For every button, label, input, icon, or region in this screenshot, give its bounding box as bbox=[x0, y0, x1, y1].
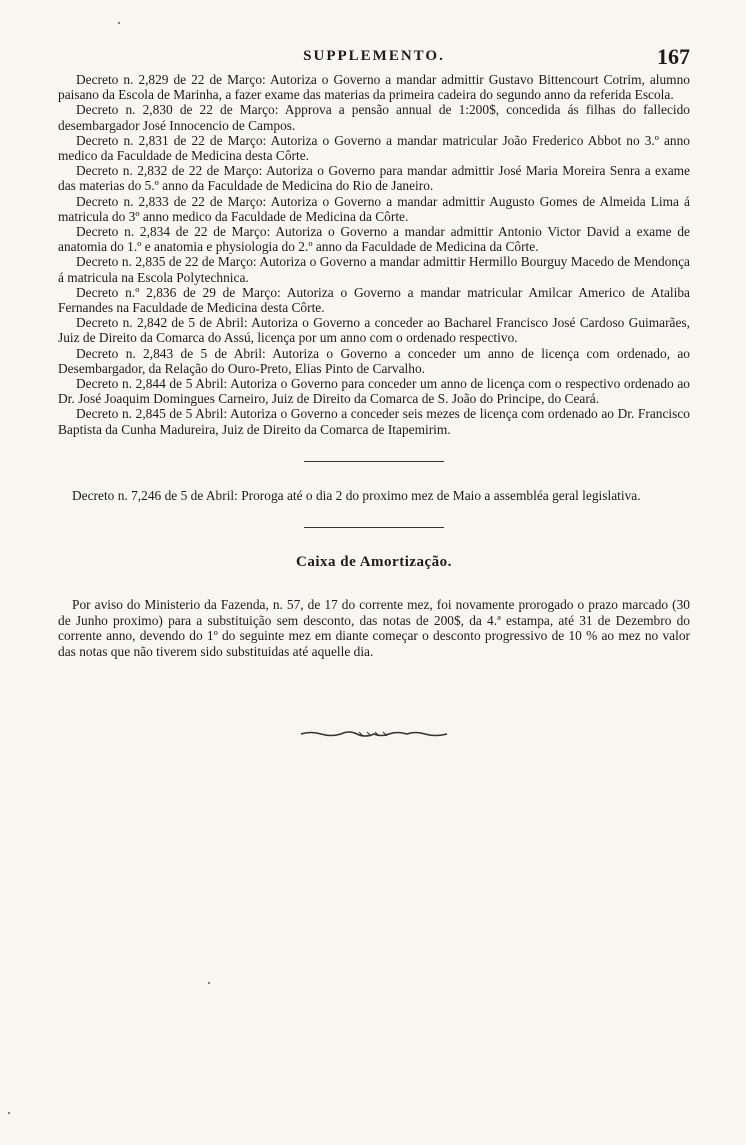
section-title: Caixa de Amortização. bbox=[296, 554, 452, 571]
ornament-divider bbox=[58, 727, 690, 743]
decree-entry: Decreto n. 2,833 de 22 de Março: Autoriza o Governo a mandar admittir Augusto Gomes de Almeida Lima á matricula do 3º anno medico da Faculdade de Medicina da Côrte. bbox=[58, 193, 690, 224]
running-title: SUPPLEMENTO. bbox=[303, 48, 445, 64]
page-number: 167 bbox=[657, 44, 690, 69]
decree-entry: Decreto n. 2,834 de 22 de Março: Autoriza o Governo a mandar admittir Antonio Victor David a exame de anatomia do 1.º e anatomia e physiologia do 2.º anno da Faculdade de Medicina da Côrte. bbox=[58, 224, 690, 255]
decree-entry: Decreto n. 2,830 de 22 de Março: Approva a pensão annual de 1:200$, concedida ás filhas do fallecido desembargador José Innocencio de Campos. bbox=[58, 102, 690, 133]
decree-entry: Decreto n.º 2,836 de 29 de Março: Autoriza o Governo a mandar matricular Amilcar Americo de Ataliba Fernandes na Faculdade de Medicina desta Côrte. bbox=[58, 284, 690, 316]
ornament-flourish bbox=[299, 729, 449, 739]
ink-speck bbox=[118, 22, 120, 24]
notice-paragraph: Por aviso do Ministerio da Fazenda, n. 57, de 17 do corrente mez, foi novamente prorogado o prazo marcado (30 de Junho proximo) para a substituição sem desconto, das notas de 200$, da 4.ª estampa, até 31 de Dezembro do corrente anno, devendo do 1º do seguinte mez em diante começar o desconto progressivo de 10 % ao mez no valor das notas que não tiverem sido substituidas até aquelle dia. bbox=[58, 597, 690, 659]
decree-entry: Decreto n. 2,842 de 5 de Abril: Autoriza o Governo a conceder ao Bacharel Francisco José Cardoso Guimarães, Juiz de Direito da Comarca do Assú, licença por um anno com o ordenado respectivo. bbox=[58, 315, 690, 346]
page-header bbox=[58, 44, 690, 72]
document-page bbox=[58, 44, 690, 743]
decree-entry: Decreto n. 2,829 de 22 de Março: Autoriza o Governo a mandar admittir Gustavo Bittencourt Cotrim, alumno paisano da Escola de Marinha, a fazer exame das materias da primeira cadeira do segundo anno da referida Escola. bbox=[58, 72, 690, 103]
separator-rule bbox=[304, 461, 444, 462]
decree-list bbox=[58, 72, 690, 437]
decree-entry: Decreto n. 2,843 de 5 de Abril: Autoriza o Governo a conceder um anno de licença com ordenado, ao Desembargador, da Relação do Ouro-Preto, Elias Pinto de Carvalho. bbox=[58, 345, 690, 376]
single-decree: Decreto n. 7,246 de 5 de Abril: Proroga até o dia 2 do proximo mez de Maio a assembléa geral legislativa. bbox=[72, 487, 641, 503]
separator-rule bbox=[304, 527, 444, 528]
decree-entry: Decreto n. 2,832 de 22 de Março: Autoriza o Governo para mandar admittir José Maria Moreira Senra a exame das materias do 5.º anno da Faculdade de Medicina do Rio de Janeiro. bbox=[58, 163, 690, 194]
decree-entry: Decreto n. 2,845 de 5 Abril: Autoriza o Governo a conceder seis mezes de licença com ordenado ao Dr. Francisco Baptista da Cunha Madureira, Juiz de Direito da Comarca de Itapemirim. bbox=[58, 406, 690, 437]
decree-entry: Decreto n. 2,844 de 5 Abril: Autoriza o Governo para conceder um anno de licença com o respectivo ordenado ao Dr. José Joaquim Domingues Carneiro, Juiz de Direito da Comarca de S. João do Principe, do Ceará. bbox=[58, 376, 690, 407]
ink-speck bbox=[208, 982, 210, 984]
decree-entry: Decreto n. 2,831 de 22 de Março: Autoriza o Governo a mandar matricular João Frederico Abbot no 3.º anno medico da Faculdade de Medicina desta Côrte. bbox=[58, 132, 690, 164]
decree-entry: Decreto n. 2,835 de 22 de Março: Autoriza o Governo a mandar admittir Hermillo Bourguy Macedo de Mendonça á matricula na Escola Polytechnica. bbox=[58, 254, 690, 285]
ink-speck bbox=[8, 1112, 10, 1114]
